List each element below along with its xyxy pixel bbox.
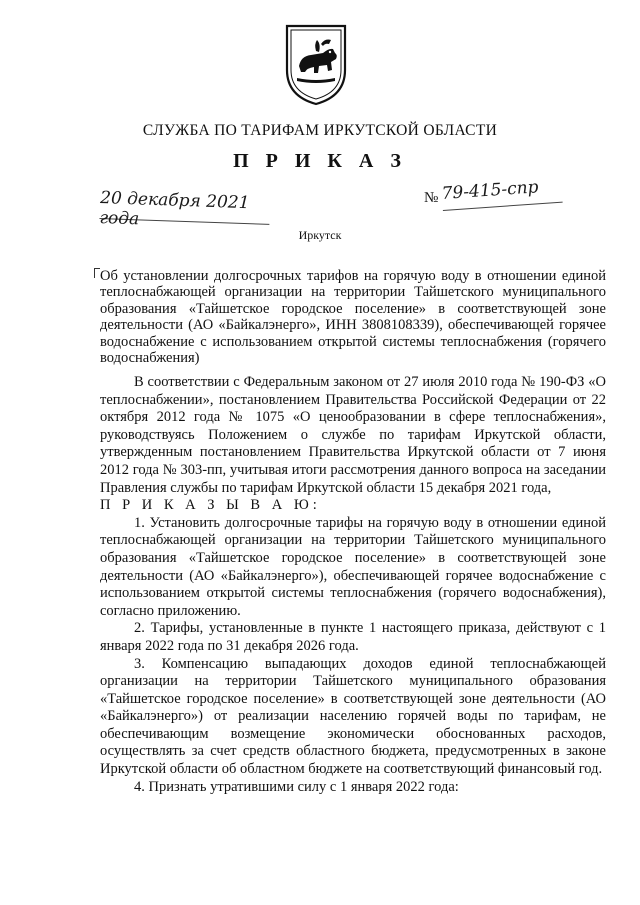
order-item-2: 2. Тарифы, установленные в пункте 1 настоящего приказа, действуют с 1 января 2022 года по 31 декабря 2026 года. <box>100 620 606 654</box>
preamble-paragraph: В соответствии с Федеральным законом от 27 июля 2010 года № 190-ФЗ «О теплоснабжении», постановлением Правительства Российской Федерации от 22 октября 2012 года № 1075 «О ценообразовании в сфере теплоснабжения», руководствуясь Положением о службе по тарифам Иркутской области, утвержденным постановлением Правительства Иркутской области от 7 июня 2012 года № 303-пп, учитывая итоги рассмотрения данного вопроса на заседании Правления службы по тарифам Иркутской области 15 декабря 2021 года, <box>100 374 606 496</box>
handwritten-date: 20 декабря 2021 года <box>99 188 270 225</box>
order-item-1: 1. Установить долгосрочные тарифы на горячую воду в отношении единой теплоснабжающей организации на территории Тайшетского муниципального образования «Тайшетское городское поселение» в соответствующей зоне деятельности (АО «Байкалэнерго»), обеспечивающей горячее водоснабжение с использованием открытой системы теплоснабжения (горячего водоснабжения), согласно приложению. <box>100 514 606 619</box>
city-name: Иркутск <box>298 228 342 242</box>
order-item-4: 4. Признать утратившими силу с 1 января 2022 года: <box>134 778 459 795</box>
order-subject: Об установлении долгосрочных тарифов на горячую воду в отношении единой теплоснабжающей организации на территории Тайшетского муниципального образования «Тайшетское городское поселение» в соответствующей зоне деятельности (АО «Байкалэнерго», ИНН 3808108339), обеспечивающей горячее водоснабжение с использованием открытой системы теплоснабжения (горячего водоснабжения) <box>100 268 606 367</box>
order-word: П Р И К А З Ы В А Ю: <box>100 497 321 514</box>
number-sign: № <box>424 190 439 206</box>
order-body <box>100 374 606 796</box>
irkutsk-coat-of-arms-icon <box>283 22 349 106</box>
handwritten-order-number: 79-415-спр <box>441 176 563 211</box>
order-item-3: 3. Компенсацию выпадающих доходов единой теплоснабжающей организации на территории Тайшетского муниципального образования «Тайшетское городское поселение» в соответствующей зоне деятельности (АО «Байкалэнерго») от реализации населению горячей воды по тарифам, не обеспечивающим возмещение экономически обоснованных расходов, осуществлять за счет средств областного бюджета, предусмотренных в законе Иркутской области об областном бюджете на соответствующий финансовый год. <box>100 655 606 778</box>
document-type-title: П Р И К А З <box>233 150 407 172</box>
agency-name: СЛУЖБА ПО ТАРИФАМ ИРКУТСКОЙ ОБЛАСТИ <box>142 122 498 139</box>
